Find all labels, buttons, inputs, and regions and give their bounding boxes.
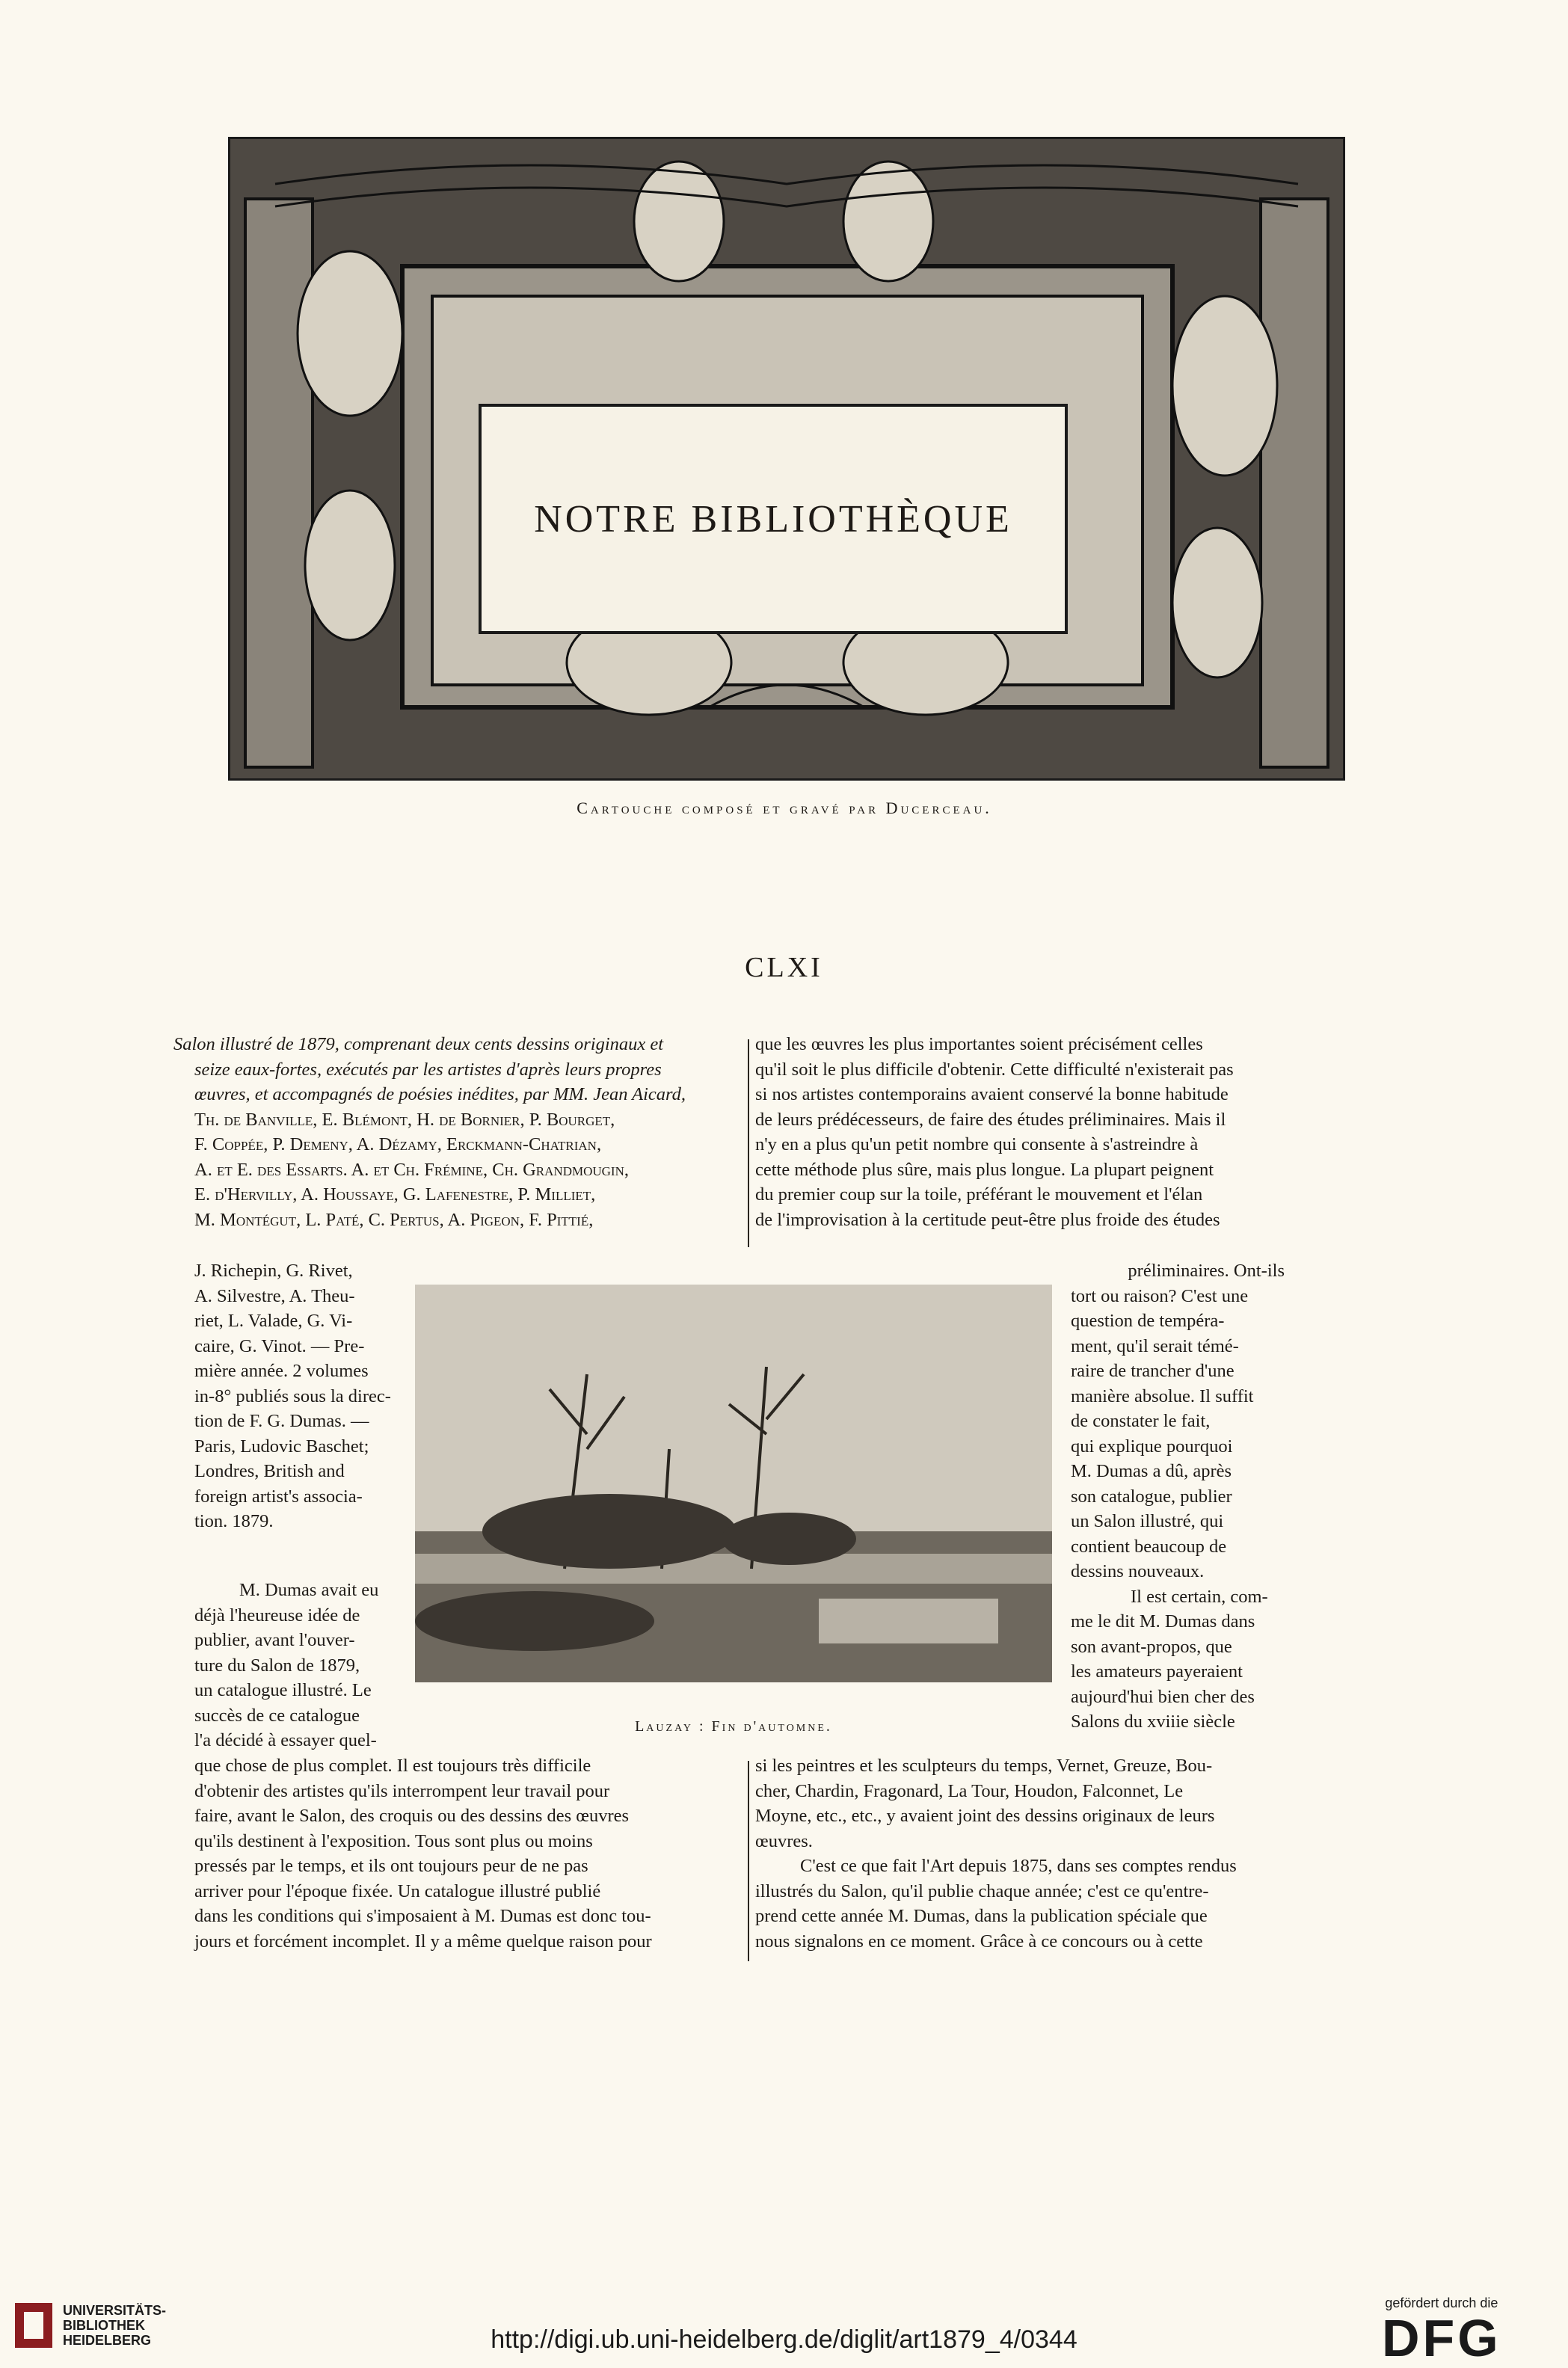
paragraph-line: son catalogue, publier — [1071, 1486, 1232, 1507]
paragraph-line: si les peintres et les sculpteurs du temps, Vernet, Greuze, Bou- — [755, 1756, 1213, 1776]
paragraph-line: cette méthode plus sûre, mais plus longue. La plupart peignent — [755, 1159, 1214, 1180]
paragraph-line: que chose de plus complet. Il est toujours très difficile — [194, 1756, 591, 1776]
entry-line: F. Coppée, P. Demeny, A. Dézamy, Erckmann-Chatrian, — [194, 1134, 602, 1154]
paragraph-line: manière absolue. Il suffit — [1071, 1386, 1254, 1406]
entry-line: Salon illustré de 1879, comprenant deux cents dessins originaux et — [173, 1034, 664, 1054]
paragraph-line: contient beaucoup de — [1071, 1536, 1227, 1557]
entry-line: E. d'Hervilly, A. Houssaye, G. Lafenestre, P. Milliet, — [194, 1184, 596, 1205]
entry-line: tion. 1879. — [194, 1511, 274, 1531]
right-column-narrow — [1071, 1258, 1285, 1735]
column-rule-bottom — [748, 1761, 749, 1961]
paragraph-line: un catalogue illustré. Le — [194, 1680, 372, 1700]
column-rule-top — [748, 1039, 749, 1247]
paragraph-line: de l'improvisation à la certitude peut-être plus froide des études — [755, 1209, 1220, 1230]
paragraph-line: qui explique pourquoi — [1071, 1436, 1233, 1457]
paragraph-line: pressés par le temps, et ils ont toujours peur de ne pas — [194, 1856, 588, 1876]
paragraph-line: son avant-propos, que — [1071, 1636, 1232, 1657]
paragraph-line: du premier coup sur la toile, préférant le mouvement et l'élan — [755, 1184, 1203, 1205]
entry-line: tion de F. G. Dumas. — — [194, 1411, 369, 1431]
paragraph-line: dans les conditions qui s'imposaient à M. Dumas est donc tou- — [194, 1906, 651, 1926]
plate-caption: Lauzay : Fin d'automne. — [635, 1718, 832, 1735]
paragraph-line: aujourd'hui bien cher des — [1071, 1686, 1255, 1707]
paragraph-line: M. Dumas avait eu — [239, 1580, 379, 1600]
page-title: NOTRE BIBLIOTHÈQUE — [534, 497, 1012, 541]
entry-line: caire, G. Vinot. — Pre- — [194, 1335, 365, 1356]
entry-line: in-8° publiés sous la direc- — [194, 1386, 391, 1406]
right-column-wide — [755, 1753, 1285, 1954]
library-name-line: BIBLIOTHEK — [63, 2318, 145, 2333]
funder-logo[interactable] — [1382, 2295, 1501, 2365]
entry-line: A. et E. des Essarts. A. et Ch. Frémine, Ch. Grandmougin, — [194, 1159, 629, 1180]
paragraph-line: œuvres. — [755, 1830, 813, 1851]
paragraph-line: qu'il soit le plus difficile d'obtenir. Cette difficulté n'existerait pas — [755, 1059, 1234, 1080]
paragraph-line: M. Dumas a dû, après — [1071, 1461, 1232, 1481]
paragraph-line: d'obtenir des artistes qu'ils interrompent leur travail pour — [194, 1780, 610, 1801]
paragraph-line: question de tempéra- — [1071, 1311, 1225, 1331]
paragraph-line: Salons du xviiie siècle — [1071, 1712, 1235, 1732]
left-column-entry-narrow — [194, 1258, 404, 1534]
library-name-line: HEIDELBERG — [63, 2333, 152, 2348]
entry-line: œuvres, et accompagnés de poésies inédites, par MM. Jean Aicard, — [194, 1084, 686, 1104]
paragraph-line: un Salon illustré, qui — [1071, 1511, 1224, 1531]
paragraph-line: qu'ils destinent à l'exposition. Tous sont plus ou moins — [194, 1830, 593, 1851]
paragraph-line: cher, Chardin, Fragonard, La Tour, Houdon, Falconnet, Le — [755, 1780, 1184, 1801]
cartouche-title-panel — [479, 404, 1068, 634]
entry-line: mière année. 2 volumes — [194, 1361, 369, 1381]
paragraph-line: n'y en a plus qu'un petit nombre qui consente à s'astreindre à — [755, 1134, 1199, 1154]
paragraph-line: dessins nouveaux. — [1071, 1561, 1205, 1581]
paragraph-line: publier, avant l'ouver- — [194, 1630, 355, 1650]
source-url[interactable]: http://digi.ub.uni-heidelberg.de/diglit/art1879_4/0344 — [491, 2325, 1077, 2354]
paragraph-line: arriver pour l'époque fixée. Un catalogue illustré publié — [194, 1880, 601, 1901]
paragraph-line: illustrés du Salon, qu'il publie chaque année; c'est ce qu'entre- — [755, 1880, 1209, 1901]
entry-line: J. Richepin, G. Rivet, — [194, 1261, 353, 1281]
entry-line: foreign artist's associa- — [194, 1486, 363, 1507]
entry-line: Paris, Ludovic Baschet; — [194, 1436, 369, 1457]
paragraph-line: succès de ce catalogue — [194, 1705, 360, 1726]
paragraph-line: Il est certain, com- — [1131, 1586, 1268, 1607]
cartouche-caption: Cartouche composé et gravé par Ducerceau. — [577, 799, 992, 817]
right-column-top — [755, 1032, 1285, 1232]
paragraph-line: que les œuvres les plus importantes soient précisément celles — [755, 1034, 1203, 1054]
paragraph-line: C'est ce que fait l'Art depuis 1875, dans ses comptes rendus — [800, 1856, 1237, 1876]
entry-line: A. Silvestre, A. Theu- — [194, 1285, 355, 1306]
funding-text: gefördert durch die — [1385, 2295, 1498, 2310]
library-name-line: UNIVERSITÄTS- — [63, 2303, 167, 2318]
paragraph-line: ture du Salon de 1879, — [194, 1655, 360, 1676]
section-number: CLXI — [745, 952, 823, 983]
left-column-paragraph-wide — [194, 1753, 714, 1954]
entry-line: Londres, British and — [194, 1461, 345, 1481]
paragraph-line: ment, qu'il serait témé- — [1071, 1335, 1239, 1356]
entry-line: M. Montégut, L. Paté, C. Pertus, A. Pigeon, F. Pittié, — [194, 1209, 594, 1230]
landscape-engraving — [415, 1285, 1052, 1682]
paragraph-line: faire, avant le Salon, des croquis ou des dessins des œuvres — [194, 1806, 630, 1826]
entry-line: seize eaux-fortes, exécutés par les artistes d'après leurs propres — [194, 1059, 662, 1080]
paragraph-line: me le dit M. Dumas dans — [1071, 1611, 1255, 1632]
paragraph-line: de leurs prédécesseurs, de faire des études préliminaires. Mais il — [755, 1109, 1226, 1130]
paragraph-line: l'a décidé à essayer quel- — [194, 1730, 377, 1750]
entry-line: riet, L. Valade, G. Vi- — [194, 1311, 353, 1331]
landscape-illustration — [415, 1285, 1052, 1682]
left-column-paragraph-narrow — [194, 1578, 404, 1753]
paragraph-line: de constater le fait, — [1071, 1411, 1211, 1431]
paragraph-line: préliminaires. Ont-ils — [1128, 1261, 1285, 1281]
left-column-entry — [173, 1032, 712, 1232]
paragraph-line: raire de trancher d'une — [1071, 1361, 1235, 1381]
paragraph-line: nous signalons en ce moment. Grâce à ce concours ou à cette — [755, 1931, 1203, 1952]
paragraph-line: les amateurs payeraient — [1071, 1661, 1243, 1682]
paragraph-line: prend cette année M. Dumas, dans la publication spéciale que — [755, 1906, 1208, 1926]
paragraph-line: si nos artistes contemporains avaient conservé la bonne habitude — [755, 1084, 1229, 1104]
funder-name: DFG — [1382, 2309, 1501, 2367]
paragraph-line: déjà l'heureuse idée de — [194, 1605, 360, 1626]
paragraph-line: tort ou raison? C'est une — [1071, 1285, 1249, 1306]
entry-line: Th. de Banville, E. Blémont, H. de Bornier, P. Bourget, — [194, 1109, 615, 1130]
paragraph-line: jours et forcément incomplet. Il y a même quelque raison pour — [194, 1931, 652, 1952]
paragraph-line: Moyne, etc., etc., y avaient joint des dessins originaux de leurs — [755, 1806, 1215, 1826]
